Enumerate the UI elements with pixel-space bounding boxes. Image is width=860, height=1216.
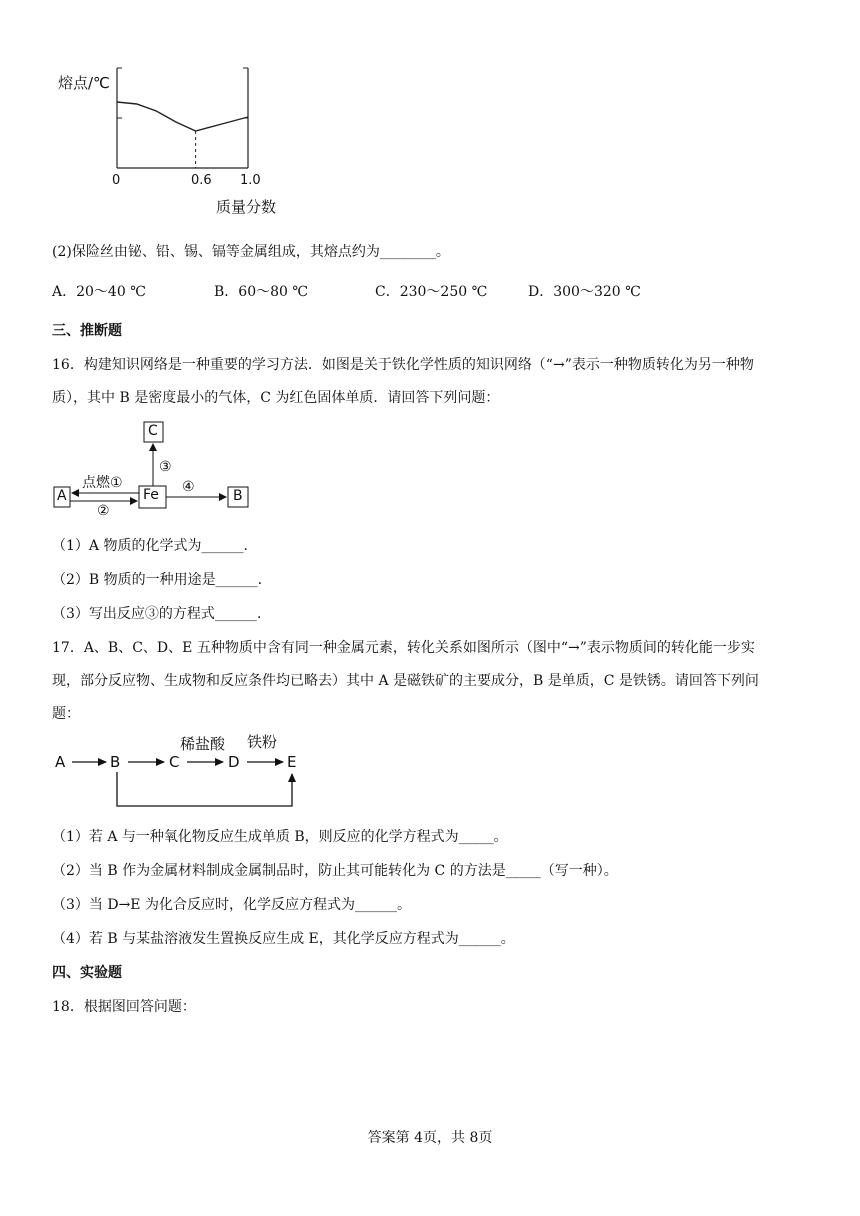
q16-sub-3: （3）写出反应③的方程式______. xyxy=(52,606,262,622)
q17-line-3: 题： xyxy=(52,706,80,722)
q17-line-2: 现，部分反应物、生成物和反应条件均已略去）其中 A 是磁铁矿的主要成分，B 是单质，C 是铁锈。请回答下列问 xyxy=(52,673,759,689)
reagent-dilute-hcl: 稀盐酸 xyxy=(180,735,226,753)
q15-option-d: D．300～320 ℃ xyxy=(528,284,641,300)
node-b-label: B xyxy=(233,488,243,504)
node-b: B xyxy=(110,753,121,771)
reagent-iron-powder: 铁粉 xyxy=(247,733,278,751)
chart-x-label: 质量分数 xyxy=(216,198,277,216)
reaction-3-label: ③ xyxy=(159,459,172,475)
reaction-2-label: ② xyxy=(97,503,110,519)
q17-line-1: 17．A、B、C、D、E 五种物质中含有同一种金属元素，转化关系如图所示（图中“→”表示物质间的转化能一步实 xyxy=(52,640,755,656)
q16-line-1: 16．构建知识网络是一种重要的学习方法．如图是关于铁化学性质的知识网络（“→”表示一种物质转化为另一种物 xyxy=(52,357,754,373)
q16-sub-2: （2）B 物质的一种用途是______. xyxy=(52,572,263,588)
node-a-label: A xyxy=(57,488,67,504)
section-4-heading: 四、实验题 xyxy=(52,965,122,981)
q17-sub-3: （3）当 D→E 为化合反应时，化学反应方程式为______。 xyxy=(52,897,411,913)
q17-sub-1: （1）若 A 与一种氧化物反应生成单质 B，则反应的化学方程式为_____。 xyxy=(52,829,508,845)
node-a: A xyxy=(55,753,66,771)
q17-sub-2: （2）当 B 作为金属材料制成金属制品时，防止其可能转化为 C 的方法是_____（写一种）。 xyxy=(52,863,618,879)
q18-text: 18．根据图回答问题： xyxy=(52,999,196,1015)
page-footer: 答案第 4页，共 8页 xyxy=(367,1130,493,1146)
node-d: D xyxy=(228,753,240,771)
q16-sub-1: （1）A 物质的化学式为______. xyxy=(52,538,248,554)
reaction-1-label: 点燃① xyxy=(82,475,123,491)
node-c-label: C xyxy=(148,423,158,439)
node-e: E xyxy=(287,753,297,771)
q15-option-b: B．60～80 ℃ xyxy=(214,284,309,300)
q15-option-a: A．20～40 ℃ xyxy=(52,284,146,300)
x-tick-0-6: 0.6 xyxy=(191,173,212,188)
node-fe-label: Fe xyxy=(143,487,159,503)
reaction-4-label: ④ xyxy=(182,479,195,495)
x-tick-0: 0 xyxy=(112,173,121,188)
q15-option-c: C．230～250 ℃ xyxy=(375,284,488,300)
node-c: C xyxy=(169,753,180,771)
arrow-b-to-e xyxy=(117,772,292,806)
q17-sub-4: （4）若 B 与某盐溶液发生置换反应生成 E，其化学反应方程式为______。 xyxy=(52,931,515,947)
chart-y-label: 熔点/℃ xyxy=(58,74,110,92)
q16-line-2: 质），其中 B 是密度最小的气体，C 为红色固体单质．请回答下列问题： xyxy=(52,390,500,406)
section-3-heading: 三、推断题 xyxy=(52,323,122,339)
x-tick-1-0: 1.0 xyxy=(240,173,261,188)
q15-2-question: (2)保险丝由铋、铅、锡、镉等金属组成，其熔点约为________。 xyxy=(52,244,450,260)
